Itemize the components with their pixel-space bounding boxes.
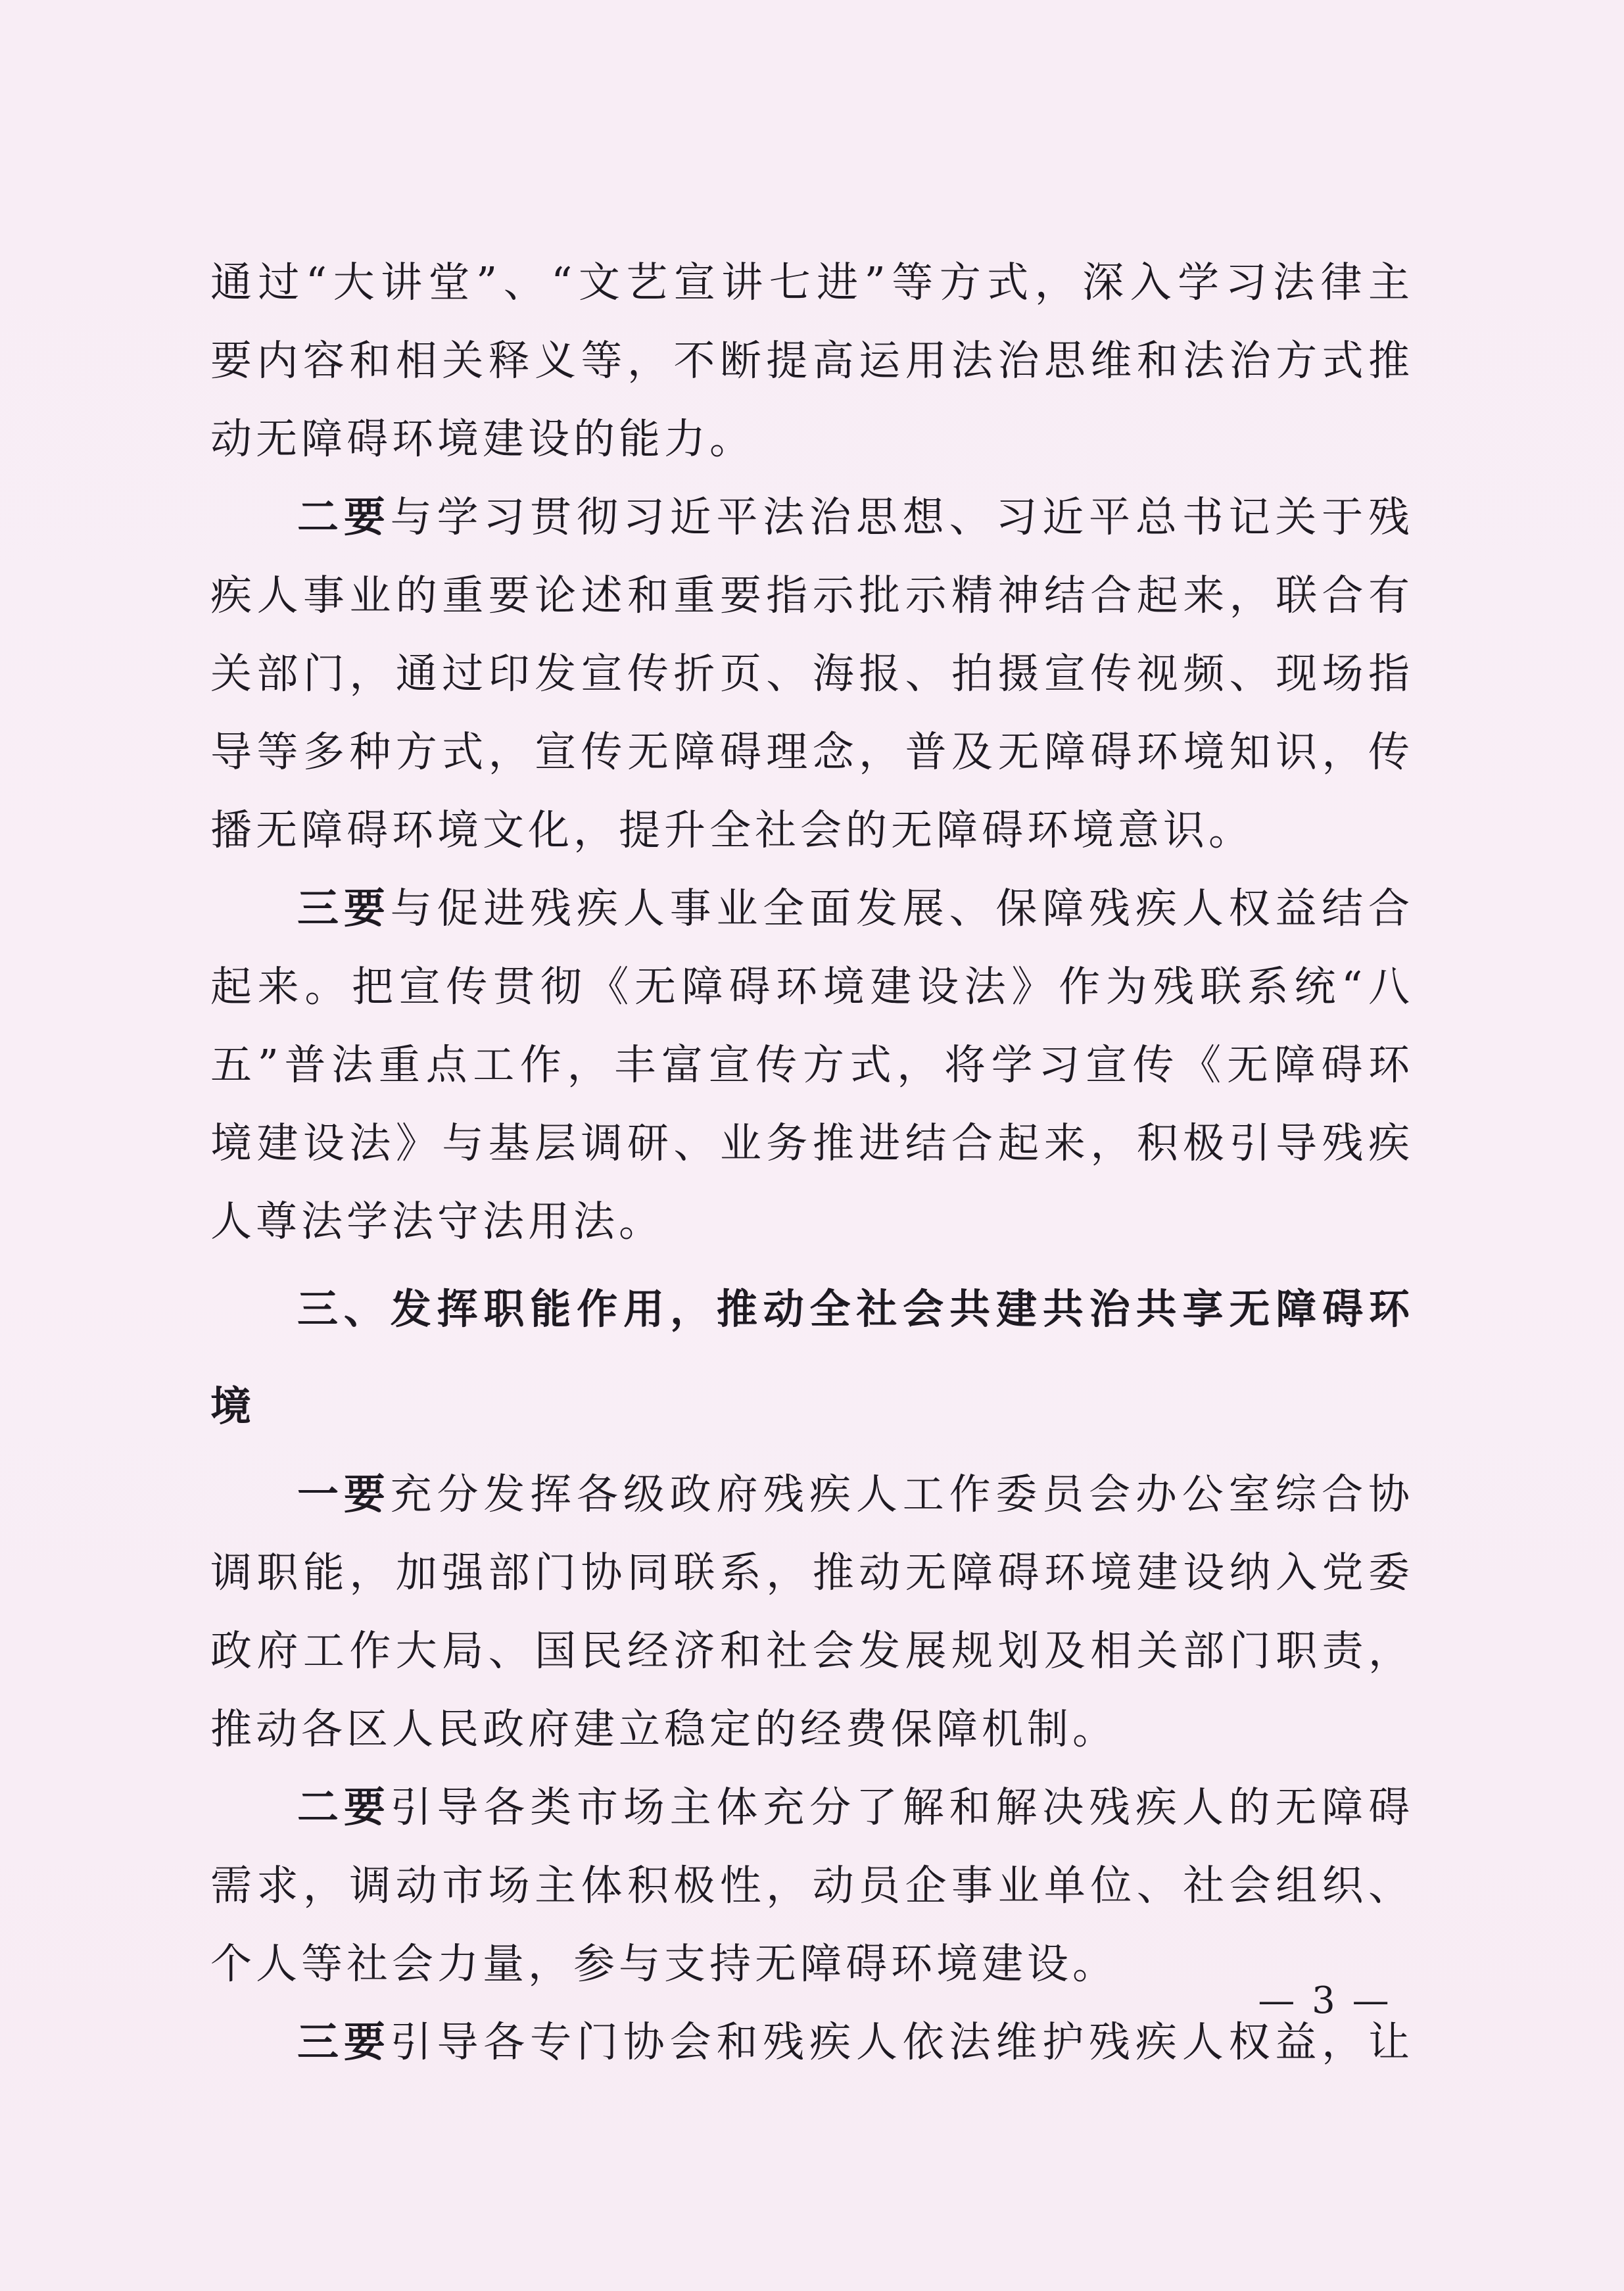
paragraph-lead: 二要: [297, 493, 391, 541]
paragraph-lead: 二要: [297, 1783, 391, 1831]
paragraph-first-line: 与促进残疾人事业全面发展、保障残疾人权益结合: [390, 884, 1414, 932]
text-line: 关部门，通过印发宣传折页、海报、拍摄宣传视频、现场指: [210, 650, 1414, 698]
text-line: 调职能，加强部门协同联系，推动无障碍环境建设纳入党委: [210, 1549, 1414, 1597]
text-line: 要内容和相关释义等，不断提高运用法治思维和法治方式推: [210, 337, 1414, 385]
paragraph-three-yao-associations: [210, 2003, 1414, 2081]
paragraph-two-yao-market: [210, 1768, 1414, 2003]
paragraph-first-line: 引导各类市场主体充分了解和解决残疾人的无障碍: [390, 1783, 1414, 1831]
text-line: 政府工作大局、国民经济和社会发展规划及相关部门职责，: [210, 1627, 1414, 1675]
text-line: 播无障碍环境文化，提升全社会的无障碍环境意识。: [210, 806, 1254, 854]
paragraph-three-yao-promote: [210, 869, 1414, 1261]
text-line: [210, 478, 1414, 556]
text-line: 个人等社会力量，参与支持无障碍环境建设。: [210, 1940, 1118, 1988]
text-line: 起来。把宣传贯彻《无障碍环境建设法》作为残联系统“八: [210, 963, 1414, 1011]
page-number: — 3 —: [1258, 1979, 1392, 2022]
text-line: 人尊法学法守法用法。: [210, 1197, 664, 1245]
text-line: 需求，调动市场主体积极性，动员企事业单位、社会组织、: [210, 1862, 1414, 1910]
section-heading-three: [210, 1261, 1414, 1455]
text-line: 疾人事业的重要论述和重要指示批示精神结合起来，联合有: [210, 571, 1414, 619]
paragraph-lead: 三要: [297, 884, 391, 932]
paragraph-lead: 一要: [297, 1470, 391, 1518]
paragraph-one-yao-coordinate: [210, 1455, 1414, 1768]
paragraph-first-line: 与学习贯彻习近平法治思想、习近平总书记关于残: [390, 493, 1414, 541]
paragraph-first-line: 充分发挥各级政府残疾人工作委员会办公室综合协: [390, 1470, 1414, 1518]
paragraph-first-line: 引导各专门协会和残疾人依法维护残疾人权益，让: [390, 2018, 1414, 2066]
text-line: 动无障碍环境建设的能力。: [210, 415, 755, 463]
text-line: [210, 2003, 1414, 2081]
text-line: [210, 1768, 1414, 1846]
text-line: 推动各区人民政府建立稳定的经费保障机制。: [210, 1705, 1118, 1753]
heading-line: 三、发挥职能作用，推动全社会共建共治共享无障碍环: [297, 1285, 1414, 1333]
text-line: 境建设法》与基层调研、业务推进结合起来，积极引导残疾: [210, 1119, 1414, 1167]
paragraph-two-yao-study: [210, 478, 1414, 869]
text-line: [210, 1455, 1414, 1533]
text-line: [210, 869, 1414, 948]
text-line: 五”普法重点工作，丰富宣传方式，将学习宣传《无障碍环: [210, 1041, 1414, 1089]
body-text: [210, 243, 1414, 2081]
paragraph-lead: 三要: [297, 2018, 391, 2066]
text-line: 通过“大讲堂”、“文艺宣讲七进”等方式，深入学习法律主: [210, 258, 1414, 306]
heading-line: 境: [210, 1382, 256, 1430]
text-line: 导等多种方式，宣传无障碍理念，普及无障碍环境知识，传: [210, 728, 1414, 776]
